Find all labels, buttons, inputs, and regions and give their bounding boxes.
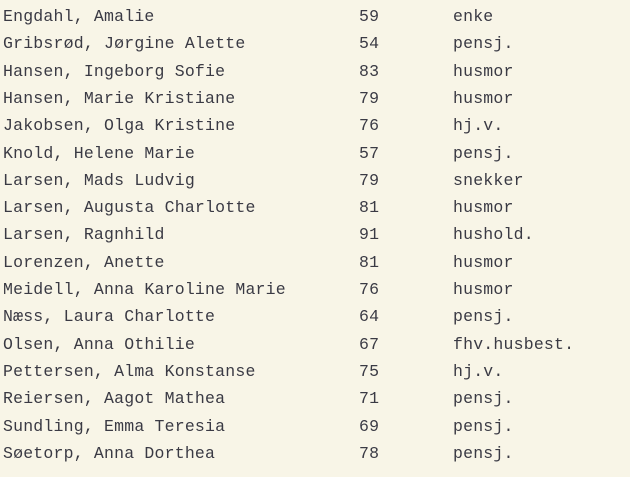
- record-occupation: pensj.: [453, 143, 514, 163]
- record-occupation: husmor: [453, 252, 514, 272]
- record-occupation: pensj.: [453, 416, 514, 436]
- record-occupation: husmor: [453, 88, 514, 108]
- record-row: [0, 30, 630, 57]
- record-row: [0, 112, 630, 139]
- record-occupation: snekker: [453, 170, 524, 190]
- record-age: 79: [359, 170, 380, 190]
- record-name: Reiersen, Aagot Mathea: [3, 389, 226, 409]
- record-row: [0, 276, 630, 303]
- record-row: [0, 385, 630, 412]
- record-row: [0, 194, 630, 221]
- record-name: Larsen, Augusta Charlotte: [3, 198, 256, 218]
- record-row: [0, 331, 630, 358]
- record-row: [0, 303, 630, 330]
- record-name: Knold, Helene Marie: [3, 143, 195, 163]
- record-age: 76: [359, 116, 380, 136]
- record-age: 81: [359, 198, 380, 218]
- record-name: Pettersen, Alma Konstanse: [3, 361, 256, 381]
- record-row: [0, 413, 630, 440]
- record-name: Næss, Laura Charlotte: [3, 307, 216, 327]
- record-occupation: pensj.: [453, 34, 514, 54]
- record-age: 79: [359, 88, 380, 108]
- record-age: 67: [359, 334, 380, 354]
- record-occupation: husmor: [453, 61, 514, 81]
- record-occupation: enke: [453, 7, 494, 26]
- record-occupation: pensj.: [453, 443, 514, 463]
- record-name: Larsen, Mads Ludvig: [3, 170, 195, 190]
- record-age: 71: [359, 389, 380, 409]
- record-name: Olsen, Anna Othilie: [3, 334, 195, 354]
- record-occupation: husmor: [453, 198, 514, 218]
- record-row: [0, 140, 630, 167]
- record-row: [0, 3, 630, 30]
- record-name: Jakobsen, Olga Kristine: [3, 116, 236, 136]
- record-name: Hansen, Ingeborg Sofie: [3, 61, 226, 81]
- record-name: Sundling, Emma Teresia: [3, 416, 226, 436]
- record-name: Gribsrød, Jørgine Alette: [3, 34, 246, 54]
- record-age: 69: [359, 416, 380, 436]
- record-age: 64: [359, 307, 380, 327]
- record-row: [0, 440, 630, 467]
- record-row: [0, 85, 630, 112]
- record-age: 75: [359, 361, 380, 381]
- record-row: [0, 249, 630, 276]
- record-occupation: pensj.: [453, 307, 514, 327]
- record-age: 91: [359, 225, 380, 245]
- record-row: [0, 167, 630, 194]
- record-occupation: fhv.husbest.: [453, 334, 575, 354]
- record-occupation: hj.v.: [453, 361, 504, 381]
- record-age: 57: [359, 143, 380, 163]
- record-name: Lorenzen, Anette: [3, 252, 165, 272]
- record-occupation: husmor: [453, 280, 514, 299]
- record-row: [0, 358, 630, 385]
- record-row: [0, 221, 630, 248]
- record-age: 83: [359, 61, 380, 81]
- record-name: Larsen, Ragnhild: [3, 225, 165, 245]
- record-name: Engdahl, Amalie: [3, 7, 155, 26]
- record-age: 78: [359, 443, 380, 463]
- record-row: [0, 58, 630, 85]
- record-age: 54: [359, 34, 380, 54]
- record-occupation: hushold.: [453, 225, 534, 245]
- record-age: 81: [359, 252, 380, 272]
- record-name: Søetorp, Anna Dorthea: [3, 443, 216, 463]
- record-occupation: hj.v.: [453, 116, 504, 136]
- record-name: Hansen, Marie Kristiane: [3, 88, 236, 108]
- record-name: Meidell, Anna Karoline Marie: [3, 280, 286, 299]
- record-age: 59: [359, 7, 380, 26]
- record-age: 76: [359, 280, 380, 299]
- record-occupation: pensj.: [453, 389, 514, 409]
